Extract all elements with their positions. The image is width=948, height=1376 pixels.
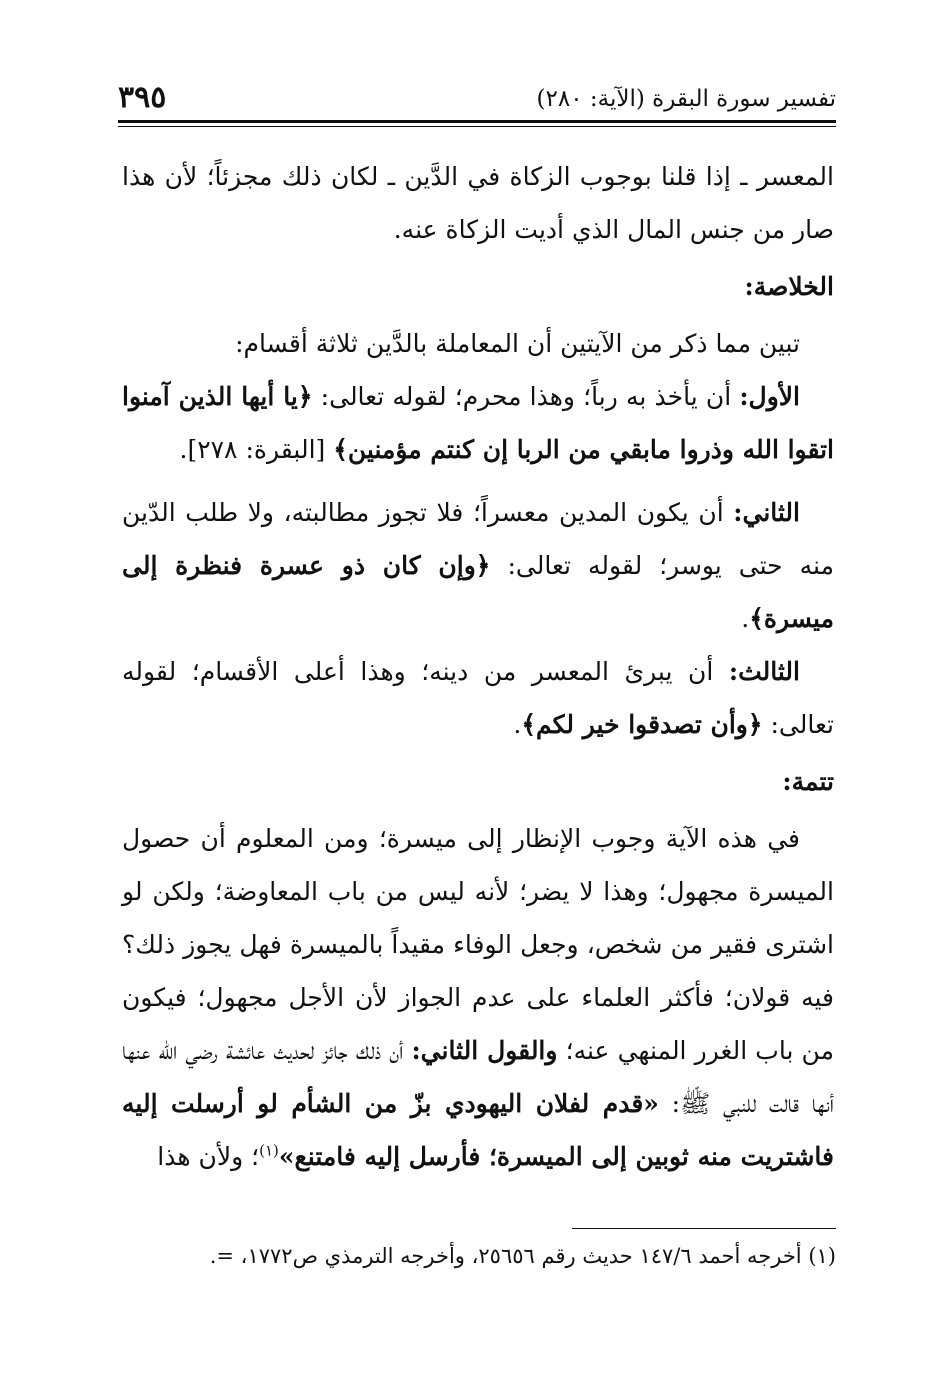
paragraph-first (122, 370, 834, 476)
text-addendum-b: أن ذلك جائز لحديث عائشة رضي الله عنها أنها قالت للنبي ﷺ: (122, 1036, 834, 1118)
text-addendum-a: في هذه الآية وجوب الإنظار إلى ميسرة؛ ومن المعلوم أن حصول الميسرة مجهول؛ وهذا لا يضر؛ لأنه ليس من باب المعاوضة؛ ولكن لو اشترى فقير من شخص، وجعل الوفاء مقيداً بالميسرة فهل يجوز ذلك؟ فيه قولان؛ فأكثر العلماء على عدم الجواز لأن الأجل مجهول؛ فيكون من باب الغرر المنهي عنه؛ (122, 824, 835, 1065)
text-third: أن يبرئ المعسر من دينه؛ وهذا أعلى الأقسام؛ لقوله تعالى: (122, 657, 834, 739)
label-first: الأول: (739, 382, 800, 411)
paragraph-continuation: المعسر ـ إذا قلنا بوجوب الزكاة في الدَّين ـ لكان ذلك مجزئاً؛ لأن هذا صار من جنس المال الذي أديت الزكاة عنه. (122, 162, 834, 244)
end-third: . (513, 710, 522, 739)
footnote-marker[interactable]: (١) (259, 1141, 279, 1160)
paragraph-intro: تبين مما ذكر من الآيتين أن المعاملة بالدَّين ثلاثة أقسام: (235, 329, 800, 358)
heading-addendum: تتمة: (782, 767, 834, 796)
page-number: ٣٩٥ (118, 80, 167, 115)
verse-third: ﴿وأن تصدقوا خير لكم﴾ (521, 710, 763, 739)
verse-second: ﴿وإن كان ذو عسرة فنظرة إلى ميسرة﴾ (122, 551, 834, 633)
end-second: . (741, 604, 750, 633)
paragraph-second (122, 486, 834, 645)
page-header (118, 80, 836, 120)
label-third: الثالث: (728, 657, 800, 686)
reference-first: [البقرة: ٢٧٨]. (179, 435, 334, 464)
label-second: الثاني: (733, 498, 800, 527)
header-rule-thin (118, 126, 836, 127)
verse-first: ﴿يا أيها الذين آمنوا اتقوا الله وذروا مابقي من الربا إن كنتم مؤمنين﴾ (122, 382, 834, 464)
paragraph-third (122, 645, 834, 751)
running-title: تفسير سورة البقرة (الآية: ٢٨٠) (536, 86, 836, 112)
hadith-quote: «قدم لفلان اليهودي بزّ من الشأم لو أرسلت إليه فاشتريت منه ثوبين إلى الميسرة؛ فأرسل إليه فامتنع» (122, 1089, 834, 1171)
text-addendum-c: ؛ ولأن هذا (157, 1142, 260, 1171)
text-second: أن يكون المدين معسراً؛ فلا تجوز مطالبته، ولا طلب الدّين منه حتى يوسر؛ لقوله تعالى: (122, 498, 834, 580)
heading-summary: الخلاصة: (744, 272, 834, 301)
header-rule-thick (118, 120, 836, 123)
main-text (122, 150, 834, 1183)
text-first: أن يأخذ به رباً؛ وهذا محرم؛ لقوله تعالى: (312, 382, 740, 411)
paragraph-addendum (122, 812, 834, 1183)
footnote-separator (572, 1228, 836, 1229)
footnote: (١) أخرجه أحمد ١٤٧/٦ حديث رقم ٢٥٦٥٦، وأخرجه الترمذي ص١٧٧٢، =. (209, 1244, 836, 1268)
label-second-opinion: والقول الثاني: (411, 1036, 558, 1065)
